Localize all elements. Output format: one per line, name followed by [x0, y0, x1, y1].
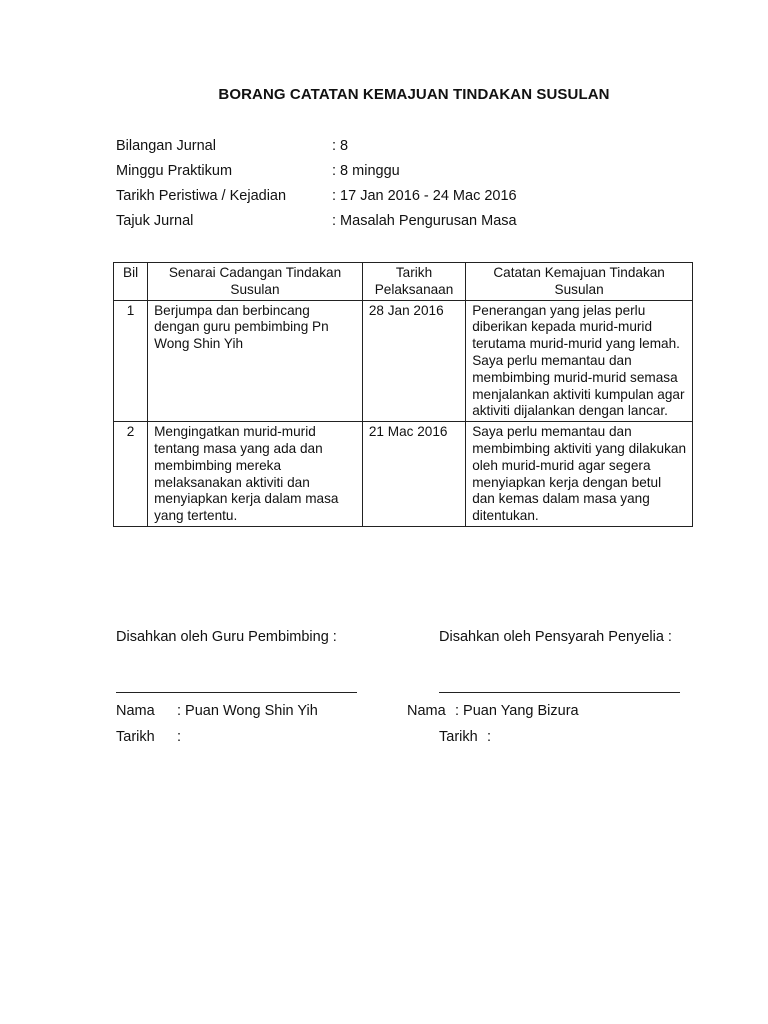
header-tarikh-pelaksanaan: Tarikh Pelaksanaan: [362, 263, 465, 301]
pensyarah-penyelia-date-value: :: [487, 729, 492, 745]
header-senarai-cadangan: Senarai Cadangan Tindakan Susulan: [148, 263, 363, 301]
followup-table: [113, 262, 693, 527]
guru-pembimbing-name-value: : Puan Wong Shin Yih: [177, 703, 318, 719]
guru-pembimbing-date-label: Tarikh: [116, 729, 155, 745]
row-tarikh: 28 Jan 2016: [362, 300, 465, 422]
pensyarah-penyelia-signature-line: [439, 692, 680, 693]
row-bil: 1: [114, 300, 148, 422]
row-tarikh: 21 Mac 2016: [362, 422, 465, 527]
guru-pembimbing-signature-line: [116, 692, 357, 693]
guru-pembimbing-name-label: Nama: [116, 703, 155, 719]
row-senarai: Berjumpa dan berbincang dengan guru pembimbing Pn Wong Shin Yih: [148, 300, 363, 422]
row-catatan: Penerangan yang jelas perlu diberikan kepada murid-murid terutama murid-murid yang lemah. Saya perlu memantau dan membimbing murid-murid semasa menjalankan aktiviti kumpulan agar aktiviti dijalankan dengan lancar.: [466, 300, 693, 422]
info-label: Tarikh Peristiwa / Kejadian: [116, 188, 287, 204]
info-value: : 8 minggu: [332, 163, 400, 179]
row-bil: 2: [114, 422, 148, 527]
info-label: Minggu Praktikum: [116, 163, 233, 179]
pensyarah-penyelia-heading: Disahkan oleh Pensyarah Penyelia :: [439, 629, 672, 645]
info-value: : Masalah Pengurusan Masa: [332, 213, 517, 229]
table-row: [114, 300, 693, 422]
pensyarah-penyelia-name-value: : Puan Yang Bizura: [455, 703, 579, 719]
info-value: : 8: [332, 138, 349, 154]
guru-pembimbing-heading: Disahkan oleh Guru Pembimbing :: [116, 629, 337, 645]
guru-pembimbing-date-value: :: [177, 729, 182, 745]
row-senarai: Mengingatkan murid-murid tentang masa yang ada dan membimbing mereka melaksanakan aktiviti dan menyiapkan kerja dalam masa yang tertentu.: [148, 422, 363, 527]
form-title: BORANG CATATAN KEMAJUAN TINDAKAN SUSULAN: [218, 86, 610, 103]
table-row: [114, 422, 693, 527]
pensyarah-penyelia-name-label: Nama: [407, 703, 446, 719]
table-header-row: [114, 263, 693, 301]
header-bil: Bil: [114, 263, 148, 301]
header-catatan-kemajuan: Catatan Kemajuan Tindakan Susulan: [466, 263, 693, 301]
pensyarah-penyelia-date-label: Tarikh: [439, 729, 478, 745]
info-label: Tajuk Jurnal: [116, 213, 194, 229]
row-catatan: Saya perlu memantau dan membimbing aktiviti yang dilakukan oleh murid-murid agar segera menyiapkan kerja dengan betul dan kemas dalam masa yang ditentukan.: [466, 422, 693, 527]
info-value: : 17 Jan 2016 - 24 Mac 2016: [332, 188, 517, 204]
info-label: Bilangan Jurnal: [116, 138, 216, 154]
